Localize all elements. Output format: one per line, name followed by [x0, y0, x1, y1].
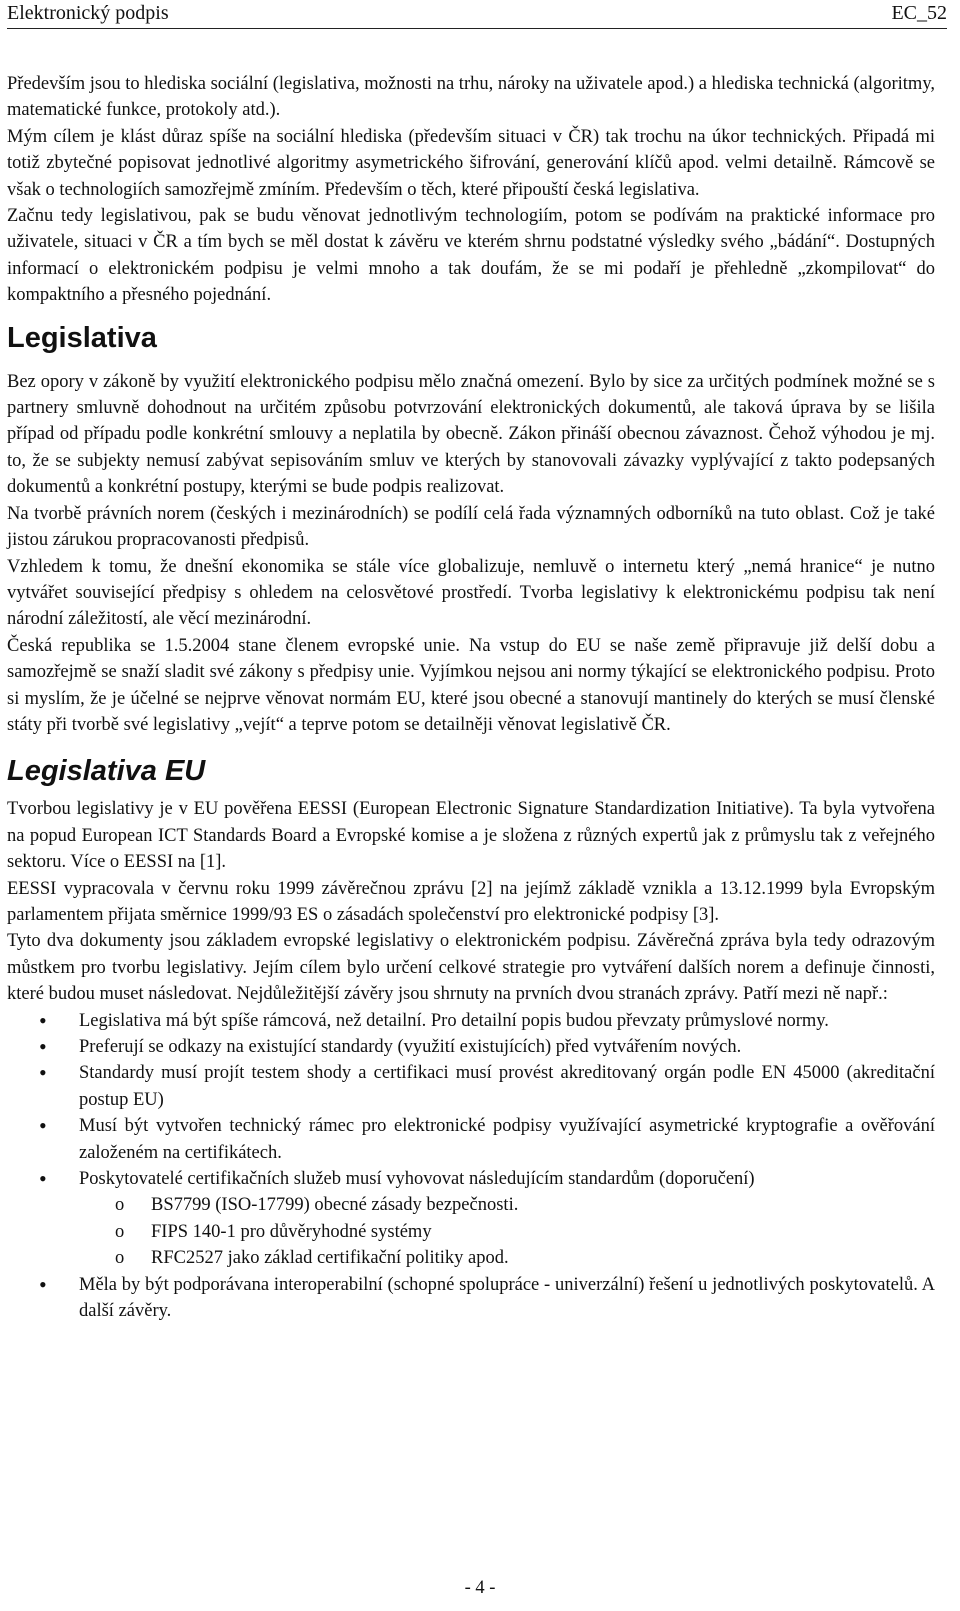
- standards-sublist: [7, 1192, 935, 1271]
- paragraph: Na tvorbě právních norem (českých i mezinárodních) se podílí celá řada významných odborníků na tuto oblast. Což je také jistou zárukou propracovanosti předpisů.: [7, 503, 935, 551]
- paragraph: Mým cílem je klást důraz spíše na sociální hlediska (především situaci v ČR) tak trochu na úkor technických. Připadá mi totiž zbytečné popisovat jednotlivé algoritmy asymetrického šifrování, generování klíčů apod. velmi detailně. Rámcově se však o technologiích samozřejmě zmíním. Především o těch, které připouští česká legislativa.: [7, 126, 935, 200]
- document-title: Elektronický podpis: [7, 2, 169, 24]
- section-heading-legislativa-eu: Legislativa EU: [7, 755, 206, 788]
- document-code: EC_52: [891, 2, 947, 24]
- paragraph: Především jsou to hlediska sociální (legislativa, možnosti na trhu, nároky na uživatele apod.) a hlediska technická (algoritmy, matematické funkce, protokoly atd.).: [7, 74, 935, 121]
- sub-list-item: o BS7799 (ISO-17799) obecné zásady bezpečnosti.: [7, 1192, 935, 1218]
- paragraph: Začnu tedy legislativou, pak se budu věnovat jednotlivým technologiím, potom se podívám na praktické informace pro uživatele, situaci v ČR a tím bych se měl dostat k závěru ve kterém shrnu podstatné výsledky svého „bádání“. Dostupných informací o elektronickém podpisu je velmi mnoho a tak doufám, že se mi podaří je přehledně „zkompilovat“ do kompaktního a přesného pojednání.: [7, 206, 935, 306]
- conclusions-list: [7, 1008, 935, 1193]
- page-header: [7, 0, 947, 29]
- list-item: • Poskytovatelé certifikačních služeb musí vyhovovat následujícím standardům (doporučení): [7, 1166, 935, 1192]
- sub-list-item: o FIPS 140-1 pro důvěryhodné systémy: [7, 1219, 935, 1245]
- list-item: • Preferují se odkazy na existující standardy (využití existujících) před vytvářením nových.: [7, 1034, 935, 1060]
- section-heading-legislativa: Legislativa: [7, 321, 157, 354]
- paragraph: EESSI vypracovala v červnu roku 1999 závěrečnou zprávu [2] na jejímž základě vznikla a 13.12.1999 byla Evropským parlamentem přijata směrnice 1999/93 ES o zásadách společenství pro elektronické podpisy [3].: [7, 878, 935, 925]
- list-item: • Měla by být podporávana interoperabilní (schopné spolupráce - univerzální) řešení u jednotlivých poskytovatelů. A další závěry.: [7, 1272, 935, 1325]
- page-content: [7, 71, 935, 1324]
- paragraph: Bez opory v zákoně by využití elektronického podpisu mělo značná omezení. Bylo by sice za určitých podmínek možné se s partnery smluvně dohodnout na určitém způsobu potvrzování elektronických dokumentů, ale taková úprava by se lišila případ od případu podle konkrétní smlouvy a neplatila by obecně. Zákon přináší obecnou závaznost. Čehož výhodou je mj. to, že se subjekty nemusí zabývat sepisováním smluv ve kterých by stanovovali závazky vyplývající z takto podepsaných dokumentů a konkrétní postupy, kterými se bude podpis realizovat.: [7, 371, 935, 498]
- paragraph: Česká republika se 1.5.2004 stane členem evropské unie. Na vstup do EU se naše země připravuje již delší dobu a samozřejmě se snaží sladit své zákony s předpisy unie. Vyjímkou nejsou ani normy týkající se elektronického podpisu. Proto si myslím, že je účelné se nejprve věnovat normám EU, které jsou obecné a stanovují mantinely do kterých se musí členské státy při tvorbě své legislativy „vejít“ a teprve potom se detailněji věnovat legislativě ČR.: [7, 635, 935, 735]
- sub-list-item: o RFC2527 jako základ certifikační politiky apod.: [7, 1245, 935, 1271]
- paragraph: Tvorbou legislativy je v EU pověřena EESSI (European Electronic Signature Standardization Initiative). Ta byla vytvořena na popud European ICT Standards Board a Evropské komise a je složena z různých expertů jak z průmyslu tak z veřejného sektoru. Více o EESSI na [1].: [7, 799, 935, 873]
- list-item: • Musí být vytvořen technický rámec pro elektronické podpisy využívající asymetrické kryptografie a ověřování založeném na certifikátech.: [7, 1113, 935, 1166]
- paragraph: Tyto dva dokumenty jsou základem evropské legislativy o elektronickém podpisu. Závěrečná zpráva byla tedy odrazovým můstkem pro tvorbu legislativy. Jejím cílem bylo určení celkové strategie pro vytváření dalších norem a definuje činnosti, které budou muset následovat. Nejdůležitější závěry jsou shrnuty na prvních dvou stranách zprávy. Patří mezi ně např.:: [7, 931, 935, 1005]
- paragraph: Vzhledem k tomu, že dnešní ekonomika se stále více globalizuje, nemluvě o internetu který „nemá hranice“ je nutno vytvářet související předpisy s ohledem na celosvětové prostředí. Tvorba legislativy k elektronickému podpisu tak není národní záležitostí, ale věcí mezinárodní.: [7, 556, 935, 630]
- page-number: - 4 -: [464, 1578, 496, 1598]
- list-item: • Legislativa má být spíše rámcová, než detailní. Pro detailní popis budou převzaty průmyslové normy.: [7, 1008, 935, 1034]
- list-item: • Standardy musí projít testem shody a certifikaci musí provést akreditovaný orgán podle EN 45000 (akreditační postup EU): [7, 1060, 935, 1113]
- conclusions-list-continued: [7, 1272, 935, 1325]
